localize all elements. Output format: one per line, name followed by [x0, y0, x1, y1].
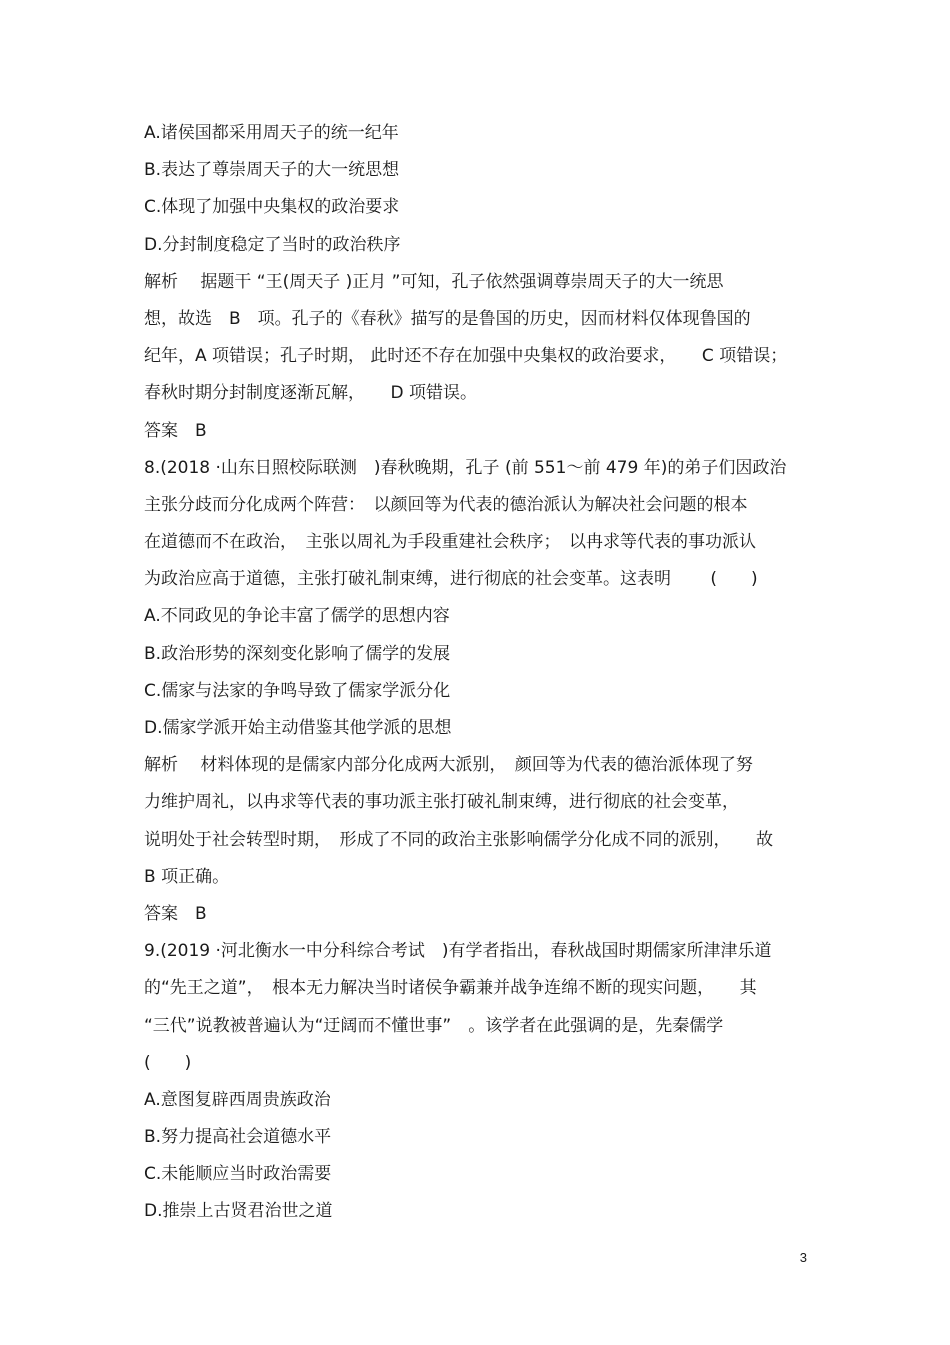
- question-line: “三代”说教被普遍认为“迂阔而不懂世事” 。该学者在此强调的是，先秦儒学: [144, 1015, 724, 1036]
- question-line: 9.(2019 ·河北衡水一中分科综合考试 )有学者指出，春秋战国时期儒家所津津乐道: [144, 941, 772, 962]
- option-line: B.表达了尊崇周天子的大一统思想: [144, 160, 400, 181]
- analysis-line: B 项正确。: [144, 866, 230, 887]
- analysis-line: 说明处于社会转型时期， 形成了不同的政治主张影响儒学分化成不同的派别， 故: [144, 829, 773, 850]
- question-line: 的“先王之道”， 根本无力解决当时诸侯争霸兼并战争连绵不断的现实问题， 其: [144, 978, 757, 999]
- question-line: 为政治应高于道德，主张打破礼制束缚，进行彻底的社会变革。这表明 ( ): [144, 569, 758, 590]
- option-line: B.努力提高社会道德水平: [144, 1127, 332, 1148]
- analysis-line: 想，故选 B 项。孔子的《春秋》描写的是鲁国的历史，因而材料仅体现鲁国的: [144, 308, 751, 329]
- analysis-line: 解析 材料体现的是儒家内部分化成两大派别， 颜回等为代表的德治派体现了努: [144, 755, 753, 776]
- answer-line: 答案 B: [144, 903, 207, 924]
- question-line: 8.(2018 ·山东日照校际联测 )春秋晚期，孔子 (前 551～前 479 年)的弟子们因政治: [144, 457, 787, 478]
- analysis-line: 纪年，A 项错误；孔子时期， 此时还不存在加强中央集权的政治要求， C 项错误；: [144, 346, 788, 367]
- option-line: A.意图复辟西周贵族政治: [144, 1089, 331, 1110]
- question-line: ( ): [144, 1052, 192, 1073]
- answer-line: 答案 B: [144, 420, 207, 441]
- option-line: A.不同政见的争论丰富了儒学的思想内容: [144, 606, 450, 627]
- page-number: 3: [799, 1250, 807, 1265]
- analysis-line: 解析 据题干 “王(周天子 )正月 ”可知，孔子依然强调尊崇周天子的大一统思: [144, 271, 724, 292]
- option-line: C.未能顺应当时政治需要: [144, 1164, 332, 1185]
- option-line: C.体现了加强中央集权的政治要求: [144, 197, 400, 218]
- option-line: A.诸侯国都采用周天子的统一纪年: [144, 123, 399, 143]
- option-line: D.分封制度稳定了当时的政治秩序: [144, 234, 401, 255]
- analysis-line: 力维护周礼，以冉求等代表的事功派主张打破礼制束缚，进行彻底的社会变革，: [144, 792, 739, 813]
- option-line: D.推崇上古贤君治世之道: [144, 1201, 333, 1222]
- question-line: 主张分歧而分化成两个阵营： 以颜回等为代表的德治派认为解决社会问题的根本: [144, 494, 748, 515]
- question-line: 在道德而不在政治， 主张以周礼为手段重建社会秩序； 以冉求等代表的事功派认: [144, 532, 756, 553]
- option-line: B.政治形势的深刻变化影响了儒学的发展: [144, 643, 451, 664]
- document-body: [144, 115, 809, 1231]
- analysis-line: 春秋时期分封制度逐渐瓦解， D 项错误。: [144, 383, 477, 404]
- option-line: D.儒家学派开始主动借鉴其他学派的思想: [144, 718, 452, 738]
- option-line: C.儒家与法家的争鸣导致了儒家学派分化: [144, 680, 451, 701]
